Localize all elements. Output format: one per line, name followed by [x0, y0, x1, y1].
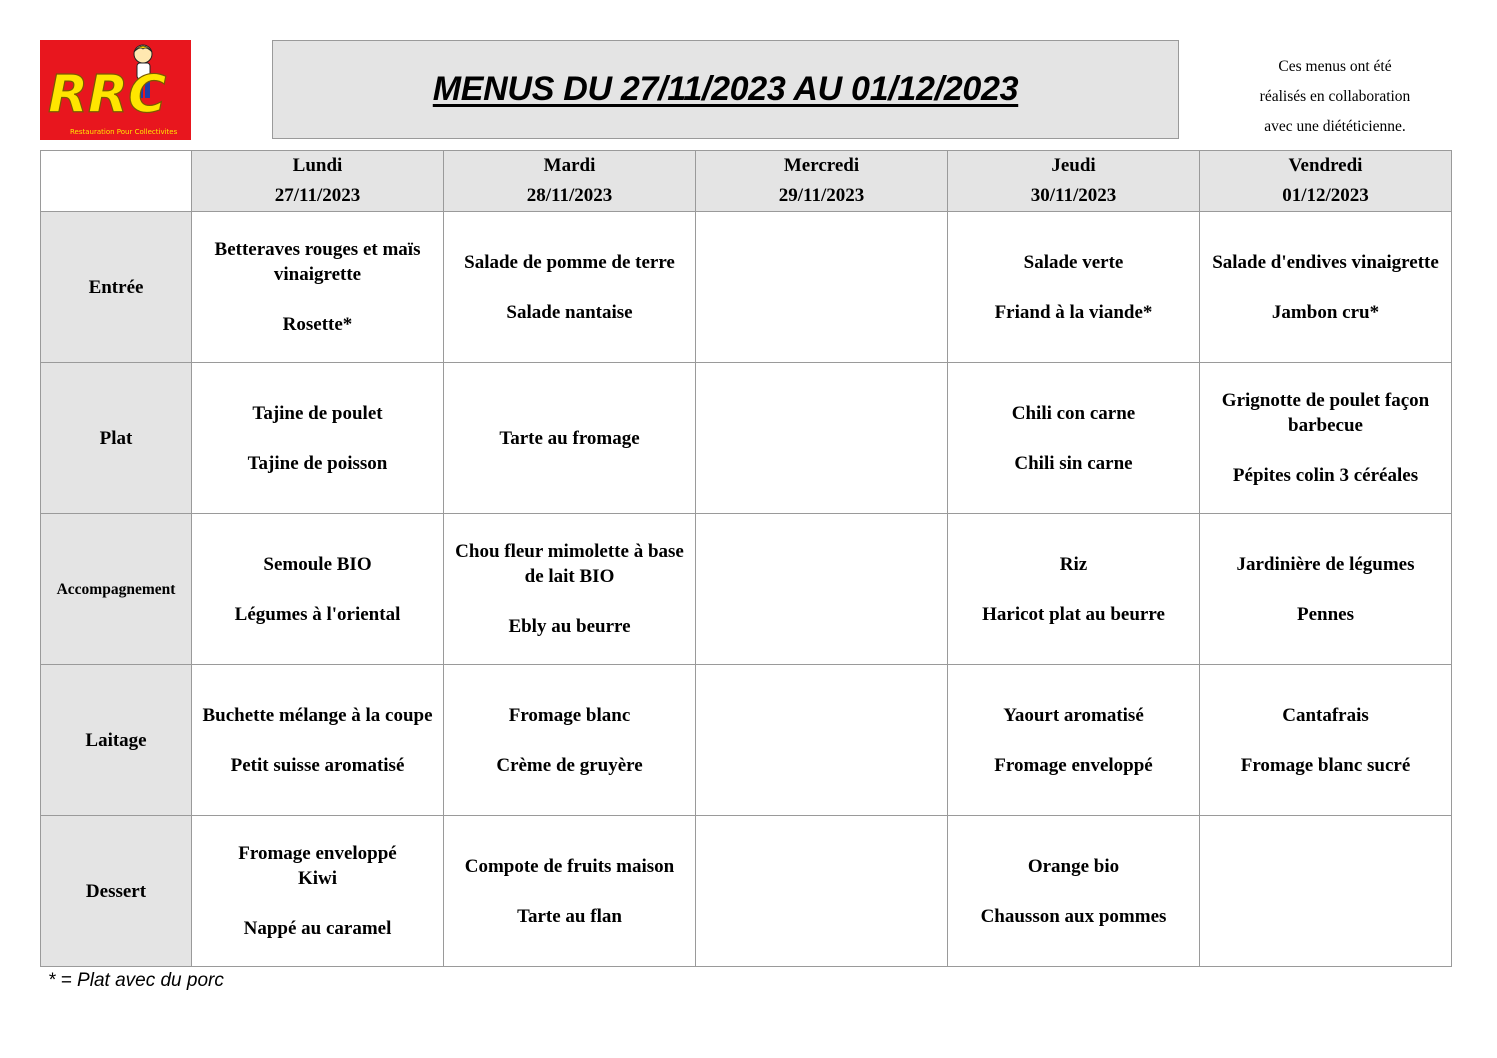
menu-cell [1200, 514, 1452, 665]
dish-item: Légumes à l'oriental [234, 603, 401, 625]
corner-cell [41, 151, 192, 212]
day-name: Mardi [543, 155, 596, 176]
dish-item: Tajine de poulet [252, 402, 383, 424]
course-label: Laitage [41, 665, 192, 816]
menu-cell [1200, 816, 1452, 967]
menu-cell [192, 816, 444, 967]
dish-item: Cantafrais [1282, 704, 1369, 726]
dish-spacer [448, 728, 691, 753]
day-name: Jeudi [1051, 155, 1096, 176]
menu-cell [948, 212, 1200, 363]
dish-item: Nappé au caramel [243, 918, 392, 939]
menu-cell [1200, 363, 1452, 514]
menu-cell [192, 212, 444, 363]
course-label: Accompagnement [41, 514, 192, 665]
menu-cell [696, 665, 948, 816]
menu-cell [444, 363, 696, 514]
menu-cell [948, 363, 1200, 514]
dish-spacer [196, 426, 439, 451]
dish-spacer [1204, 728, 1447, 753]
menu-cell [192, 363, 444, 514]
dish-item: Orange bio [1027, 855, 1120, 877]
dish-spacer [952, 426, 1195, 451]
day-header-jeudi [948, 151, 1200, 212]
dish-item: Betteraves rouges et maïs vinaigrette [214, 239, 421, 285]
day-date: 01/12/2023 [1282, 185, 1369, 206]
dish-item: Chili sin carne [1014, 452, 1133, 474]
dish-item: Yaourt aromatisé [1003, 704, 1144, 726]
dish-spacer [1204, 577, 1447, 602]
dish-item: Crème de gruyère [496, 754, 643, 776]
dish-item: Tajine de poisson [247, 452, 388, 474]
dish-item: Chou fleur mimolette à base de lait BIO [455, 541, 684, 587]
menu-cell [444, 665, 696, 816]
course-row-plat [41, 363, 1452, 514]
dish-item: Grignotte de poulet façon barbecue [1221, 390, 1430, 436]
pork-legend: * = Plat avec du porc [48, 970, 224, 991]
menu-cell [444, 514, 696, 665]
note-line: Ces menus ont été [1278, 58, 1392, 75]
dish-spacer [952, 577, 1195, 602]
dish-spacer [196, 287, 439, 312]
course-label: Plat [41, 363, 192, 514]
menu-cell [696, 816, 948, 967]
dish-item: Friand à la viande* [994, 301, 1153, 323]
course-row-accompagnement [41, 514, 1452, 665]
dish-item: Jambon cru* [1271, 301, 1380, 323]
menu-cell [1200, 665, 1452, 816]
dish-spacer [196, 577, 439, 602]
menu-cell [696, 212, 948, 363]
menu-cell [444, 816, 696, 967]
dish-spacer [196, 891, 439, 916]
logo-tagline: Restauration Pour Collectivites [70, 128, 178, 136]
menu-cell [444, 212, 696, 363]
note-line: avec une diététicienne. [1264, 118, 1406, 135]
dish-item: Chausson aux pommes [980, 905, 1167, 927]
company-logo [40, 40, 191, 140]
dish-spacer [448, 879, 691, 904]
title-banner [272, 40, 1179, 139]
dish-item: Buchette mélange à la coupe [202, 704, 433, 726]
day-header-lundi [192, 151, 444, 212]
dish-spacer [196, 728, 439, 753]
dietitian-note [1210, 52, 1460, 142]
day-header-mercredi [696, 151, 948, 212]
dish-item: Petit suisse aromatisé [230, 754, 405, 776]
dish-item: Salade nantaise [506, 301, 633, 323]
dish-spacer [1204, 275, 1447, 300]
dish-item: Salade verte [1023, 251, 1124, 273]
dish-item: Riz [1059, 553, 1088, 575]
dish-item: Tarte au fromage [499, 427, 640, 449]
logo-mark: RRC [48, 65, 167, 125]
menu-cell [1200, 212, 1452, 363]
dish-spacer [952, 728, 1195, 753]
day-date: 27/11/2023 [274, 185, 361, 206]
dish-item: Salade d'endives vinaigrette [1212, 251, 1439, 273]
menu-cell [948, 816, 1200, 967]
dish-item: Pépites colin 3 céréales [1232, 465, 1419, 486]
page-title: MENUS DU 27/11/2023 AU 01/12/2023 [432, 70, 1019, 108]
course-row-dessert [41, 816, 1452, 967]
dish-item: Salade de pomme de terre [464, 251, 675, 273]
day-date: 28/11/2023 [526, 185, 613, 206]
menu-cell [696, 363, 948, 514]
dish-item: Rosette* [282, 314, 353, 335]
dish-item: Chili con carne [1011, 402, 1136, 424]
dish-item: Ebly au beurre [508, 616, 631, 637]
dish-spacer [448, 275, 691, 300]
dish-spacer [448, 589, 691, 614]
menu-cell [948, 514, 1200, 665]
menu-cell [948, 665, 1200, 816]
note-line: réalisés en collaboration [1259, 88, 1411, 105]
dish-item: Haricot plat au beurre [982, 603, 1165, 625]
dish-item: Compote de fruits maison [464, 855, 675, 877]
dish-item: Semoule BIO [263, 553, 372, 575]
course-label: Entrée [41, 212, 192, 363]
dish-item: Tarte au flan [517, 905, 622, 927]
day-name: Vendredi [1288, 155, 1363, 176]
menu-cell [192, 514, 444, 665]
table-header-row [41, 151, 1452, 212]
dish-item: Fromage blanc sucré [1240, 754, 1411, 776]
day-name: Lundi [292, 155, 343, 176]
logo-mark-icon [40, 40, 191, 140]
dish-item: Jardinière de légumes [1236, 553, 1415, 575]
menu-table [40, 150, 1452, 967]
course-row-entrée [41, 212, 1452, 363]
day-header-vendredi [1200, 151, 1452, 212]
dish-item: Fromage blanc [508, 704, 631, 726]
menu-cell [696, 514, 948, 665]
day-date: 29/11/2023 [778, 185, 865, 206]
dish-item: Kiwi [297, 868, 338, 889]
day-date: 30/11/2023 [1030, 185, 1117, 206]
dish-item: Fromage enveloppé [994, 754, 1153, 776]
dish-spacer [952, 879, 1195, 904]
menu-cell [192, 665, 444, 816]
day-name: Mercredi [783, 155, 860, 176]
course-row-laitage [41, 665, 1452, 816]
dish-spacer [952, 275, 1195, 300]
course-label: Dessert [41, 816, 192, 967]
day-header-mardi [444, 151, 696, 212]
dish-item: Pennes [1297, 603, 1354, 625]
dish-item: Fromage enveloppé [238, 843, 397, 864]
dish-spacer [1204, 438, 1447, 463]
